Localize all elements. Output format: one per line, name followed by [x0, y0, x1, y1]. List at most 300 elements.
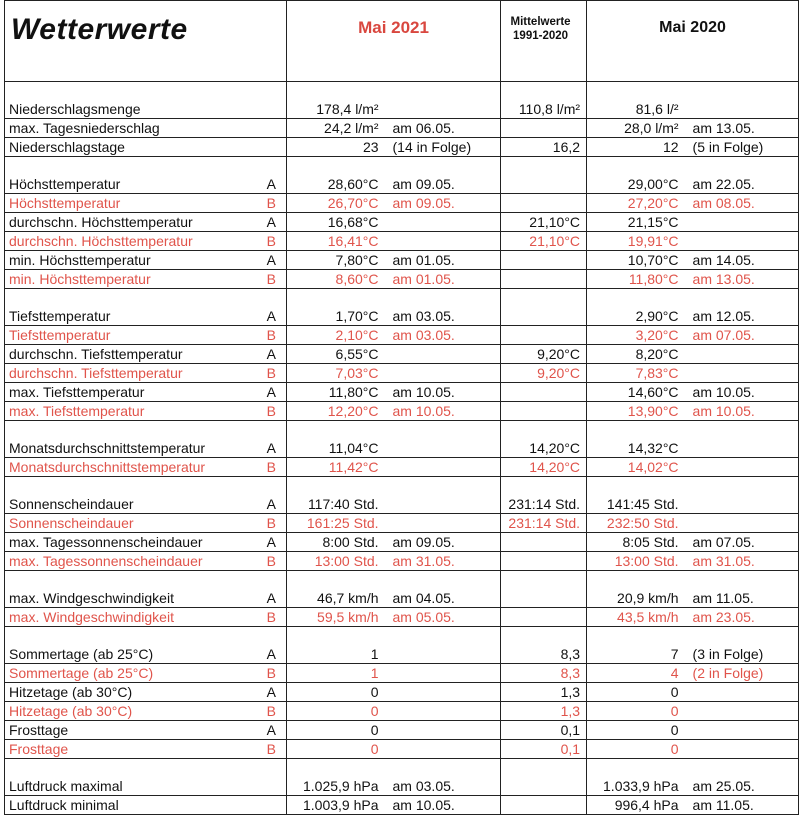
spacer-cell — [685, 82, 799, 101]
note-mai-2020 — [685, 740, 799, 759]
row-label: Sonnenscheindauer — [5, 495, 257, 514]
note-mai-2021 — [385, 458, 501, 477]
station-marker: B — [257, 664, 287, 683]
station-marker: A — [257, 721, 287, 740]
table-row — [5, 213, 799, 232]
spacer-cell — [385, 627, 501, 646]
value-mittelwert — [501, 251, 587, 270]
note-mai-2020: am 14.05. — [685, 251, 799, 270]
value-mittelwert — [501, 270, 587, 289]
station-marker: B — [257, 326, 287, 345]
value-mai-2021: 2,10°C — [287, 326, 385, 345]
value-mai-2021: 13:00 Std. — [287, 552, 385, 571]
note-mai-2021 — [385, 439, 501, 458]
note-mai-2020 — [685, 232, 799, 251]
note-mai-2021: (14 in Folge) — [385, 138, 501, 157]
spacer-row — [5, 82, 799, 101]
weather-table — [4, 0, 799, 815]
note-mai-2021: am 09.05. — [385, 175, 501, 194]
row-label: Hitzetage (ab 30°C) — [5, 683, 257, 702]
value-mittelwert — [501, 552, 587, 571]
mittelwerte-line-1: Mittelwerte — [510, 16, 571, 28]
value-mai-2021: 0 — [287, 702, 385, 721]
value-mai-2021: 28,60°C — [287, 175, 385, 194]
spacer-cell — [385, 82, 501, 101]
table-row — [5, 345, 799, 364]
spacer-cell — [257, 571, 287, 590]
row-label: durchschn. Tiefsttemperatur — [5, 364, 257, 383]
row-label: Höchsttemperatur — [5, 175, 257, 194]
note-mai-2021: am 06.05. — [385, 119, 501, 138]
spacer-cell — [287, 157, 385, 176]
value-mai-2021: 7,03°C — [287, 364, 385, 383]
table-row — [5, 533, 799, 552]
spacer-cell — [5, 759, 257, 778]
spacer-cell — [501, 627, 587, 646]
mittelwerte-line-2: 1991-2020 — [513, 30, 569, 42]
spacer-cell — [685, 627, 799, 646]
value-mai-2021: 1 — [287, 664, 385, 683]
spacer-cell — [587, 571, 685, 590]
station-marker — [257, 100, 287, 119]
spacer-cell — [5, 571, 257, 590]
station-marker: B — [257, 458, 287, 477]
value-mai-2021: 16,68°C — [287, 213, 385, 232]
row-label: Monatsdurchschnittstemperatur — [5, 439, 257, 458]
note-mai-2021: am 03.05. — [385, 307, 501, 326]
table-row — [5, 402, 799, 421]
value-mittelwert: 8,3 — [501, 664, 587, 683]
table-row — [5, 683, 799, 702]
note-mai-2021 — [385, 213, 501, 232]
note-mai-2021 — [385, 232, 501, 251]
spacer-cell — [257, 477, 287, 496]
spacer-cell — [385, 759, 501, 778]
table-row — [5, 552, 799, 571]
row-label: min. Höchsttemperatur — [5, 270, 257, 289]
value-mittelwert — [501, 194, 587, 213]
value-mittelwert: 21,10°C — [501, 213, 587, 232]
spacer-row — [5, 571, 799, 590]
table-row — [5, 458, 799, 477]
spacer-cell — [287, 477, 385, 496]
spacer-row — [5, 759, 799, 778]
value-mittelwert — [501, 175, 587, 194]
value-mai-2020: 7,83°C — [587, 364, 685, 383]
note-mai-2020 — [685, 495, 799, 514]
spacer-cell — [257, 421, 287, 440]
value-mittelwert: 16,2 — [501, 138, 587, 157]
spacer-cell — [587, 82, 685, 101]
note-mai-2021 — [385, 495, 501, 514]
value-mai-2020: 0 — [587, 740, 685, 759]
value-mai-2021: 16,41°C — [287, 232, 385, 251]
table-row — [5, 608, 799, 627]
value-mai-2021: 178,4 l/m² — [287, 100, 385, 119]
value-mai-2020: 14,60°C — [587, 383, 685, 402]
value-mai-2020: 27,20°C — [587, 194, 685, 213]
note-mai-2021 — [385, 345, 501, 364]
spacer-cell — [501, 477, 587, 496]
spacer-cell — [287, 82, 385, 101]
value-mai-2020: 0 — [587, 683, 685, 702]
spacer-cell — [587, 157, 685, 176]
note-mai-2020: am 22.05. — [685, 175, 799, 194]
spacer-cell — [501, 82, 587, 101]
value-mittelwert — [501, 326, 587, 345]
row-label: Luftdruck maximal — [5, 777, 257, 796]
note-mai-2021: am 31.05. — [385, 552, 501, 571]
value-mai-2021: 46,7 km/h — [287, 589, 385, 608]
note-mai-2021 — [385, 702, 501, 721]
note-mai-2020: (3 in Folge) — [685, 645, 799, 664]
value-mai-2020: 19,91°C — [587, 232, 685, 251]
spacer-cell — [501, 157, 587, 176]
value-mittelwert: 9,20°C — [501, 345, 587, 364]
value-mittelwert — [501, 533, 587, 552]
value-mai-2021: 6,55°C — [287, 345, 385, 364]
station-marker: A — [257, 533, 287, 552]
value-mai-2020: 43,5 km/h — [587, 608, 685, 627]
spacer-cell — [287, 421, 385, 440]
station-marker: A — [257, 175, 287, 194]
table-row — [5, 270, 799, 289]
station-marker — [257, 777, 287, 796]
spacer-cell — [5, 289, 257, 308]
value-mai-2021: 0 — [287, 721, 385, 740]
value-mittelwert: 14,20°C — [501, 439, 587, 458]
spacer-cell — [501, 421, 587, 440]
note-mai-2020 — [685, 683, 799, 702]
station-marker — [257, 138, 287, 157]
table-row — [5, 702, 799, 721]
row-label: min. Höchsttemperatur — [5, 251, 257, 270]
value-mai-2021: 11,42°C — [287, 458, 385, 477]
row-label: Tiefsttemperatur — [5, 307, 257, 326]
spacer-cell — [5, 82, 257, 101]
value-mai-2021: 11,04°C — [287, 439, 385, 458]
station-marker: B — [257, 552, 287, 571]
value-mai-2020: 28,0 l/m² — [587, 119, 685, 138]
value-mai-2021: 24,2 l/m² — [287, 119, 385, 138]
value-mittelwert: 9,20°C — [501, 364, 587, 383]
note-mai-2021 — [385, 364, 501, 383]
note-mai-2020 — [685, 702, 799, 721]
station-marker: B — [257, 232, 287, 251]
table-row — [5, 175, 799, 194]
station-marker: A — [257, 589, 287, 608]
table-row — [5, 232, 799, 251]
note-mai-2020 — [685, 345, 799, 364]
spacer-cell — [257, 82, 287, 101]
note-mai-2020 — [685, 721, 799, 740]
value-mai-2021: 12,20°C — [287, 402, 385, 421]
note-mai-2021: am 10.05. — [385, 796, 501, 815]
spacer-cell — [257, 759, 287, 778]
value-mai-2021: 1 — [287, 645, 385, 664]
value-mai-2020: 4 — [587, 664, 685, 683]
value-mittelwert — [501, 608, 587, 627]
value-mittelwert: 0,1 — [501, 721, 587, 740]
row-label: max. Tiefsttemperatur — [5, 402, 257, 421]
page-title: Wetterwerte — [5, 1, 287, 82]
station-marker: B — [257, 364, 287, 383]
value-mai-2020: 7 — [587, 645, 685, 664]
row-label: Hitzetage (ab 30°C) — [5, 702, 257, 721]
value-mai-2020: 2,90°C — [587, 307, 685, 326]
station-marker — [257, 119, 287, 138]
table-row — [5, 514, 799, 533]
note-mai-2020: (2 in Folge) — [685, 664, 799, 683]
spacer-cell — [685, 157, 799, 176]
value-mai-2020: 11,80°C — [587, 270, 685, 289]
spacer-cell — [385, 421, 501, 440]
row-label: max. Tagessonnenscheindauer — [5, 552, 257, 571]
value-mai-2021: 8:00 Std. — [287, 533, 385, 552]
table-header-row — [5, 1, 799, 82]
note-mai-2020: am 23.05. — [685, 608, 799, 627]
value-mai-2020: 0 — [587, 702, 685, 721]
spacer-cell — [385, 289, 501, 308]
value-mai-2021: 26,70°C — [287, 194, 385, 213]
value-mai-2021: 161:25 Std. — [287, 514, 385, 533]
table-row — [5, 251, 799, 270]
value-mai-2021: 1.025,9 hPa — [287, 777, 385, 796]
spacer-cell — [685, 759, 799, 778]
spacer-cell — [287, 571, 385, 590]
row-label: Sommertage (ab 25°C) — [5, 664, 257, 683]
note-mai-2020 — [685, 439, 799, 458]
note-mai-2020: am 12.05. — [685, 307, 799, 326]
row-label: Sonnenscheindauer — [5, 514, 257, 533]
note-mai-2021 — [385, 100, 501, 119]
spacer-row — [5, 421, 799, 440]
spacer-cell — [685, 571, 799, 590]
table-row — [5, 589, 799, 608]
value-mai-2021: 1.003,9 hPa — [287, 796, 385, 815]
note-mai-2020: am 13.05. — [685, 119, 799, 138]
spacer-cell — [287, 759, 385, 778]
value-mai-2021: 8,60°C — [287, 270, 385, 289]
note-mai-2021 — [385, 664, 501, 683]
spacer-cell — [257, 627, 287, 646]
station-marker: A — [257, 251, 287, 270]
spacer-row — [5, 627, 799, 646]
table-row — [5, 796, 799, 815]
value-mittelwert — [501, 402, 587, 421]
note-mai-2020 — [685, 213, 799, 232]
spacer-cell — [587, 759, 685, 778]
spacer-cell — [5, 157, 257, 176]
note-mai-2020: (5 in Folge) — [685, 138, 799, 157]
value-mittelwert — [501, 777, 587, 796]
value-mittelwert: 14,20°C — [501, 458, 587, 477]
value-mai-2020: 8:05 Std. — [587, 533, 685, 552]
station-marker: A — [257, 383, 287, 402]
spacer-cell — [385, 157, 501, 176]
row-label: Frosttage — [5, 740, 257, 759]
note-mai-2021: am 03.05. — [385, 777, 501, 796]
row-label: Frosttage — [5, 721, 257, 740]
value-mittelwert: 1,3 — [501, 683, 587, 702]
row-label: Niederschlagstage — [5, 138, 257, 157]
note-mai-2020 — [685, 458, 799, 477]
value-mai-2020: 14,02°C — [587, 458, 685, 477]
note-mai-2021: am 01.05. — [385, 251, 501, 270]
station-marker: B — [257, 740, 287, 759]
spacer-cell — [587, 477, 685, 496]
spacer-cell — [501, 571, 587, 590]
note-mai-2021: am 10.05. — [385, 383, 501, 402]
note-mai-2020 — [685, 364, 799, 383]
note-mai-2020: am 13.05. — [685, 270, 799, 289]
value-mai-2021: 59,5 km/h — [287, 608, 385, 627]
value-mai-2020: 0 — [587, 721, 685, 740]
value-mai-2021: 117:40 Std. — [287, 495, 385, 514]
note-mai-2021 — [385, 683, 501, 702]
note-mai-2021: am 09.05. — [385, 194, 501, 213]
value-mittelwert — [501, 119, 587, 138]
value-mittelwert: 110,8 l/m² — [501, 100, 587, 119]
station-marker: A — [257, 213, 287, 232]
note-mai-2021: am 01.05. — [385, 270, 501, 289]
row-label: max. Tagessonnenscheindauer — [5, 533, 257, 552]
note-mai-2020 — [685, 514, 799, 533]
note-mai-2020: am 10.05. — [685, 402, 799, 421]
note-mai-2020: am 11.05. — [685, 796, 799, 815]
station-marker: B — [257, 608, 287, 627]
row-label: durchschn. Höchsttemperatur — [5, 213, 257, 232]
table-row — [5, 307, 799, 326]
value-mai-2021: 0 — [287, 740, 385, 759]
note-mai-2021 — [385, 645, 501, 664]
spacer-cell — [287, 289, 385, 308]
row-label: Monatsdurchschnittstemperatur — [5, 458, 257, 477]
station-marker: B — [257, 514, 287, 533]
note-mai-2020 — [685, 100, 799, 119]
spacer-cell — [587, 421, 685, 440]
note-mai-2021 — [385, 740, 501, 759]
value-mai-2021: 11,80°C — [287, 383, 385, 402]
table-row — [5, 664, 799, 683]
spacer-cell — [587, 289, 685, 308]
note-mai-2020: am 07.05. — [685, 533, 799, 552]
spacer-cell — [385, 571, 501, 590]
value-mittelwert: 21,10°C — [501, 232, 587, 251]
station-marker: B — [257, 194, 287, 213]
note-mai-2020: am 07.05. — [685, 326, 799, 345]
row-label: Niederschlagsmenge — [5, 100, 257, 119]
value-mai-2021: 0 — [287, 683, 385, 702]
table-row — [5, 721, 799, 740]
spacer-row — [5, 477, 799, 496]
value-mai-2020: 10,70°C — [587, 251, 685, 270]
station-marker: A — [257, 645, 287, 664]
value-mai-2021: 7,80°C — [287, 251, 385, 270]
column-header-mittelwerte — [501, 1, 587, 82]
station-marker: A — [257, 439, 287, 458]
value-mai-2020: 81,6 l/² — [587, 100, 685, 119]
value-mai-2021: 1,70°C — [287, 307, 385, 326]
table-row — [5, 777, 799, 796]
station-marker: A — [257, 495, 287, 514]
row-label: Tiefsttemperatur — [5, 326, 257, 345]
value-mai-2020: 12 — [587, 138, 685, 157]
row-label: Höchsttemperatur — [5, 194, 257, 213]
row-label: max. Windgeschwindigkeit — [5, 589, 257, 608]
station-marker: B — [257, 402, 287, 421]
note-mai-2021: am 04.05. — [385, 589, 501, 608]
spacer-cell — [5, 477, 257, 496]
spacer-row — [5, 289, 799, 308]
note-mai-2021: am 05.05. — [385, 608, 501, 627]
value-mai-2020: 8,20°C — [587, 345, 685, 364]
table-row — [5, 194, 799, 213]
column-header-mai-2021: Mai 2021 — [287, 1, 501, 82]
spacer-cell — [685, 421, 799, 440]
value-mai-2020: 3,20°C — [587, 326, 685, 345]
value-mai-2020: 21,15°C — [587, 213, 685, 232]
note-mai-2021: am 10.05. — [385, 402, 501, 421]
value-mai-2020: 232:50 Std. — [587, 514, 685, 533]
table-row — [5, 119, 799, 138]
value-mai-2020: 1.033,9 hPa — [587, 777, 685, 796]
value-mittelwert: 231:14 Std. — [501, 514, 587, 533]
note-mai-2020: am 08.05. — [685, 194, 799, 213]
row-label: durchschn. Höchsttemperatur — [5, 232, 257, 251]
value-mittelwert — [501, 589, 587, 608]
note-mai-2021: am 09.05. — [385, 533, 501, 552]
spacer-cell — [501, 759, 587, 778]
spacer-cell — [5, 627, 257, 646]
value-mai-2020: 20,9 km/h — [587, 589, 685, 608]
spacer-cell — [501, 289, 587, 308]
spacer-row — [5, 157, 799, 176]
value-mai-2021: 23 — [287, 138, 385, 157]
spacer-cell — [257, 289, 287, 308]
value-mittelwert: 231:14 Std. — [501, 495, 587, 514]
spacer-cell — [385, 477, 501, 496]
value-mittelwert: 0,1 — [501, 740, 587, 759]
table-row — [5, 364, 799, 383]
table-row — [5, 138, 799, 157]
value-mai-2020: 13:00 Std. — [587, 552, 685, 571]
note-mai-2020: am 31.05. — [685, 552, 799, 571]
station-marker: B — [257, 702, 287, 721]
table-row — [5, 645, 799, 664]
value-mittelwert: 8,3 — [501, 645, 587, 664]
table-row — [5, 100, 799, 119]
spacer-cell — [287, 627, 385, 646]
spacer-cell — [587, 627, 685, 646]
spacer-cell — [685, 477, 799, 496]
station-marker: A — [257, 683, 287, 702]
value-mai-2020: 14,32°C — [587, 439, 685, 458]
station-marker — [257, 796, 287, 815]
value-mittelwert — [501, 796, 587, 815]
value-mittelwert — [501, 383, 587, 402]
table-row — [5, 740, 799, 759]
note-mai-2021: am 03.05. — [385, 326, 501, 345]
table-row — [5, 439, 799, 458]
spacer-cell — [257, 157, 287, 176]
station-marker: A — [257, 307, 287, 326]
value-mai-2020: 29,00°C — [587, 175, 685, 194]
row-label: max. Tagesniederschlag — [5, 119, 257, 138]
note-mai-2021 — [385, 514, 501, 533]
row-label: durchschn. Tiefsttemperatur — [5, 345, 257, 364]
value-mittelwert — [501, 307, 587, 326]
